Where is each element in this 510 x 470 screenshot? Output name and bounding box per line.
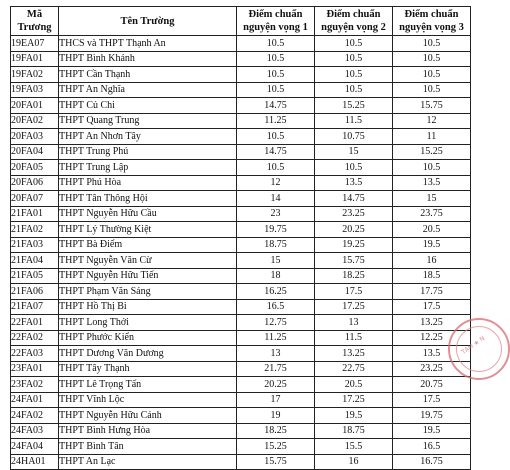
school-code-cell: 20FA02 [11, 113, 59, 129]
score-nv2-cell: 15.5 [315, 439, 393, 455]
score-nv3-cell: 16.75 [393, 454, 471, 470]
score-nv3-cell: 13.25 [393, 315, 471, 331]
table-row [11, 113, 471, 129]
school-name-cell: THPT Long Thới [59, 315, 237, 331]
school-code-cell: 19EA07 [11, 36, 59, 52]
school-name-cell: THPT Bình Khánh [59, 51, 237, 67]
table-row [11, 284, 471, 300]
score-nv2-cell: 18.75 [315, 423, 393, 439]
score-nv3-cell: 10.5 [393, 82, 471, 98]
score-nv2-cell: 19.25 [315, 237, 393, 253]
score-nv3-cell: 12.25 [393, 330, 471, 346]
score-nv1-cell: 18 [237, 268, 315, 284]
table-row [11, 191, 471, 207]
school-code-cell: 22FA03 [11, 346, 59, 362]
score-nv2-cell: 13 [315, 315, 393, 331]
score-nv2-cell: 10.5 [315, 51, 393, 67]
table-row [11, 299, 471, 315]
score-nv2-cell: 16 [315, 454, 393, 470]
score-nv3-cell: 15 [393, 191, 471, 207]
school-code-cell: 19FA03 [11, 82, 59, 98]
score-nv1-cell: 21.75 [237, 361, 315, 377]
school-code-cell: 24HA01 [11, 454, 59, 470]
score-nv3-cell: 17.5 [393, 299, 471, 315]
school-name-cell: THPT Nguyễn Văn Cừ [59, 253, 237, 269]
score-nv1-cell: 12.75 [237, 315, 315, 331]
score-nv3-cell: 15.25 [393, 144, 471, 160]
school-code-cell: 20FA05 [11, 160, 59, 176]
score-nv1-cell: 10.5 [237, 129, 315, 145]
school-name-cell: THPT Nguyễn Hữu Cảnh [59, 408, 237, 424]
score-nv2-cell: 10.5 [315, 67, 393, 83]
school-code-cell: 23FA02 [11, 377, 59, 393]
table-row [11, 36, 471, 52]
school-name-cell: THPT Tây Thạnh [59, 361, 237, 377]
school-code-cell: 21FA07 [11, 299, 59, 315]
score-nv2-cell: 15.25 [315, 98, 393, 114]
table-row [11, 175, 471, 191]
score-nv2-cell: 17.25 [315, 392, 393, 408]
school-code-cell: 20FA03 [11, 129, 59, 145]
score-nv1-cell: 10.5 [237, 82, 315, 98]
table-header-row [11, 7, 471, 36]
table-row [11, 408, 471, 424]
school-code-cell: 24FA04 [11, 439, 59, 455]
school-code-cell: 21FA06 [11, 284, 59, 300]
table-row [11, 237, 471, 253]
header-score-nv3: Điểm chuẩn nguyện vọng 3 [393, 7, 471, 36]
score-nv3-cell: 16.5 [393, 439, 471, 455]
score-nv1-cell: 16.5 [237, 299, 315, 315]
school-code-cell: 24FA03 [11, 423, 59, 439]
school-code-cell: 21FA05 [11, 268, 59, 284]
score-nv2-cell: 13.25 [315, 346, 393, 362]
score-nv2-cell: 22.75 [315, 361, 393, 377]
school-code-cell: 22FA02 [11, 330, 59, 346]
school-code-cell: 21FA01 [11, 206, 59, 222]
score-nv2-cell: 10.5 [315, 82, 393, 98]
table-body [11, 36, 471, 470]
school-name-cell: THPT Cần Thạnh [59, 67, 237, 83]
score-nv1-cell: 10.5 [237, 51, 315, 67]
score-nv2-cell: 11.5 [315, 330, 393, 346]
score-nv2-cell: 18.25 [315, 268, 393, 284]
red-seal-stamp [448, 318, 510, 380]
header-school-code: Mã Trương [11, 7, 59, 36]
score-nv1-cell: 11.25 [237, 330, 315, 346]
score-nv2-cell: 15 [315, 144, 393, 160]
school-name-cell: THPT Nguyễn Hữu Tiến [59, 268, 237, 284]
score-nv1-cell: 18.25 [237, 423, 315, 439]
table-row [11, 439, 471, 455]
score-nv3-cell: 23.25 [393, 361, 471, 377]
school-name-cell: THPT An Nhơn Tây [59, 129, 237, 145]
score-nv3-cell: 20.5 [393, 222, 471, 238]
school-code-cell: 20FA06 [11, 175, 59, 191]
score-nv1-cell: 10.5 [237, 36, 315, 52]
school-name-cell: THPT Phước Kiển [59, 330, 237, 346]
score-nv2-cell: 20.5 [315, 377, 393, 393]
score-nv3-cell: 20.75 [393, 377, 471, 393]
score-nv1-cell: 11.25 [237, 113, 315, 129]
school-name-cell: THPT Tân Thông Hội [59, 191, 237, 207]
score-nv2-cell: 20.25 [315, 222, 393, 238]
school-name-cell: THPT Phú Hòa [59, 175, 237, 191]
score-nv1-cell: 19 [237, 408, 315, 424]
score-nv1-cell: 23 [237, 206, 315, 222]
score-nv3-cell: 19.5 [393, 237, 471, 253]
score-nv2-cell: 10.5 [315, 36, 393, 52]
score-nv3-cell: 19.5 [393, 423, 471, 439]
table-row [11, 253, 471, 269]
score-nv1-cell: 15.75 [237, 454, 315, 470]
school-name-cell: THPT Quang Trung [59, 113, 237, 129]
school-name-cell: THPT An Nghĩa [59, 82, 237, 98]
table-row [11, 330, 471, 346]
score-nv2-cell: 23.25 [315, 206, 393, 222]
score-nv3-cell: 13.5 [393, 175, 471, 191]
school-name-cell: THPT Dương Văn Dương [59, 346, 237, 362]
score-nv2-cell: 17.25 [315, 299, 393, 315]
score-nv1-cell: 10.5 [237, 67, 315, 83]
score-nv2-cell: 11.5 [315, 113, 393, 129]
score-nv1-cell: 10.5 [237, 160, 315, 176]
score-nv1-cell: 16.25 [237, 284, 315, 300]
score-nv3-cell: 10.5 [393, 36, 471, 52]
school-name-cell: THPT Phạm Văn Sáng [59, 284, 237, 300]
score-nv1-cell: 17 [237, 392, 315, 408]
school-name-cell: THPT An Lạc [59, 454, 237, 470]
school-code-cell: 21FA03 [11, 237, 59, 253]
school-code-cell: 22FA01 [11, 315, 59, 331]
school-code-cell: 19FA02 [11, 67, 59, 83]
table-row [11, 82, 471, 98]
table-row [11, 346, 471, 362]
school-code-cell: 20FA04 [11, 144, 59, 160]
school-code-cell: 20FA01 [11, 98, 59, 114]
score-nv3-cell: 23.75 [393, 206, 471, 222]
school-name-cell: THPT Bình Hưng Hòa [59, 423, 237, 439]
school-name-cell: THPT Bà Điểm [59, 237, 237, 253]
score-nv3-cell: 17.5 [393, 392, 471, 408]
score-nv3-cell: 10.5 [393, 67, 471, 83]
school-name-cell: THPT Lê Trọng Tấn [59, 377, 237, 393]
school-name-cell: THPT Củ Chi [59, 98, 237, 114]
score-nv3-cell: 12 [393, 113, 471, 129]
school-code-cell: 21FA04 [11, 253, 59, 269]
score-nv2-cell: 19.5 [315, 408, 393, 424]
score-nv1-cell: 14.75 [237, 98, 315, 114]
table-row [11, 392, 471, 408]
admission-score-table [10, 6, 471, 470]
admission-score-sheet [10, 6, 471, 470]
score-nv3-cell: 10.5 [393, 51, 471, 67]
score-nv2-cell: 15.75 [315, 253, 393, 269]
table-row [11, 129, 471, 145]
school-name-cell: THPT Bình Tân [59, 439, 237, 455]
header-score-nv2: Điểm chuẩn nguyện vọng 2 [315, 7, 393, 36]
score-nv1-cell: 19.75 [237, 222, 315, 238]
score-nv2-cell: 10.5 [315, 160, 393, 176]
table-row [11, 98, 471, 114]
table-row [11, 51, 471, 67]
score-nv3-cell: 11 [393, 129, 471, 145]
score-nv1-cell: 20.25 [237, 377, 315, 393]
score-nv1-cell: 12 [237, 175, 315, 191]
school-name-cell: THPT Trung Lập [59, 160, 237, 176]
school-name-cell: THPT Vĩnh Lộc [59, 392, 237, 408]
school-name-cell: THPT Trung Phú [59, 144, 237, 160]
header-school-name: Tên Trường [59, 7, 237, 36]
score-nv1-cell: 15.25 [237, 439, 315, 455]
score-nv3-cell: 17.75 [393, 284, 471, 300]
score-nv1-cell: 18.75 [237, 237, 315, 253]
seal-text: TẠM ★ N [460, 334, 487, 357]
table-row [11, 423, 471, 439]
school-code-cell: 24FA01 [11, 392, 59, 408]
score-nv3-cell: 16 [393, 253, 471, 269]
table-row [11, 67, 471, 83]
table-row [11, 315, 471, 331]
school-code-cell: 21FA02 [11, 222, 59, 238]
school-name-cell: THCS và THPT Thạnh An [59, 36, 237, 52]
table-row [11, 144, 471, 160]
header-score-nv1: Điểm chuẩn nguyện vọng 1 [237, 7, 315, 36]
school-name-cell: THPT Lý Thường Kiệt [59, 222, 237, 238]
score-nv2-cell: 17.5 [315, 284, 393, 300]
school-code-cell: 23FA01 [11, 361, 59, 377]
table-row [11, 377, 471, 393]
table-row [11, 206, 471, 222]
table-row [11, 222, 471, 238]
score-nv2-cell: 14.75 [315, 191, 393, 207]
table-row [11, 268, 471, 284]
score-nv3-cell: 18.5 [393, 268, 471, 284]
score-nv2-cell: 10.75 [315, 129, 393, 145]
table-row [11, 454, 471, 470]
school-name-cell: THPT Nguyễn Hữu Cầu [59, 206, 237, 222]
score-nv1-cell: 14 [237, 191, 315, 207]
score-nv3-cell: 15.75 [393, 98, 471, 114]
school-code-cell: 19FA01 [11, 51, 59, 67]
school-name-cell: THPT Hồ Thị Bi [59, 299, 237, 315]
score-nv1-cell: 13 [237, 346, 315, 362]
score-nv2-cell: 13.5 [315, 175, 393, 191]
school-code-cell: 20FA07 [11, 191, 59, 207]
score-nv3-cell: 19.75 [393, 408, 471, 424]
school-code-cell: 24FA02 [11, 408, 59, 424]
score-nv3-cell: 10.5 [393, 160, 471, 176]
score-nv3-cell: 13.5 [393, 346, 471, 362]
score-nv1-cell: 14.75 [237, 144, 315, 160]
table-row [11, 160, 471, 176]
score-nv1-cell: 15 [237, 253, 315, 269]
table-row [11, 361, 471, 377]
